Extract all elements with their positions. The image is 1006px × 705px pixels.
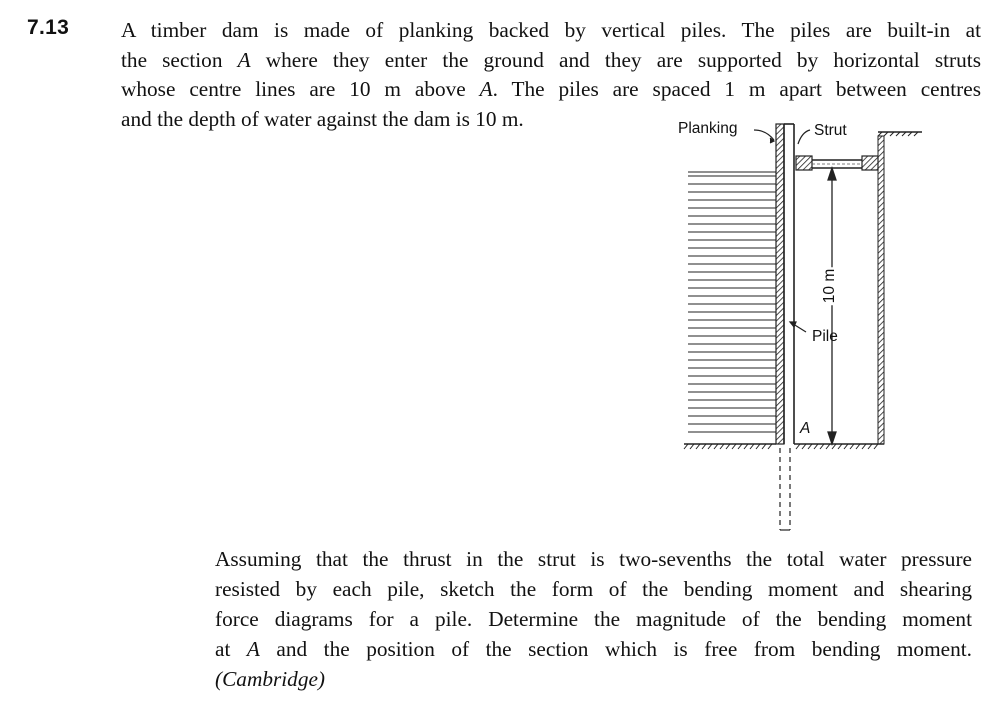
intro-line: A timber dam is made of planking backed by vertical piles. The piles are built-in at xyxy=(121,18,981,42)
dam-diagram xyxy=(670,110,930,540)
intro-line: the section A where they enter the ground and they are supported by horizontal struts xyxy=(121,47,981,72)
pile-label: Pile xyxy=(812,328,838,345)
source-citation: (Cambridge) xyxy=(215,667,326,691)
ground-line xyxy=(684,444,884,449)
planking-label: Planking xyxy=(678,120,738,137)
section-a-label: A xyxy=(800,420,811,437)
dam-figure xyxy=(670,110,930,540)
question-line: at A and the position of the section which is free from bending moment. xyxy=(215,637,972,661)
pile-embedded xyxy=(780,448,790,530)
strut xyxy=(796,156,878,170)
question-line: force diagrams for a pile. Determine the magnitude of the bending moment xyxy=(215,607,972,631)
dimension-label: 10 m xyxy=(821,268,839,304)
problem-question xyxy=(215,544,972,694)
intro-line: whose centre lines are 10 m above A. The piles are spaced 1 m apart between centres xyxy=(121,77,981,101)
dimension-10m xyxy=(828,168,836,444)
strut-label: Strut xyxy=(814,122,847,139)
problem-number: 7.13 xyxy=(27,16,70,39)
planking xyxy=(776,124,784,444)
intro-line: and the depth of water against the dam is 10 m. xyxy=(121,106,524,131)
water-lines xyxy=(688,172,776,432)
right-bank xyxy=(878,136,884,444)
question-line: resisted by each pile, sketch the form of the bending moment and shearing xyxy=(215,577,972,601)
question-line: Assuming that the thrust in the strut is two-sevenths the total water pressure xyxy=(215,547,972,571)
